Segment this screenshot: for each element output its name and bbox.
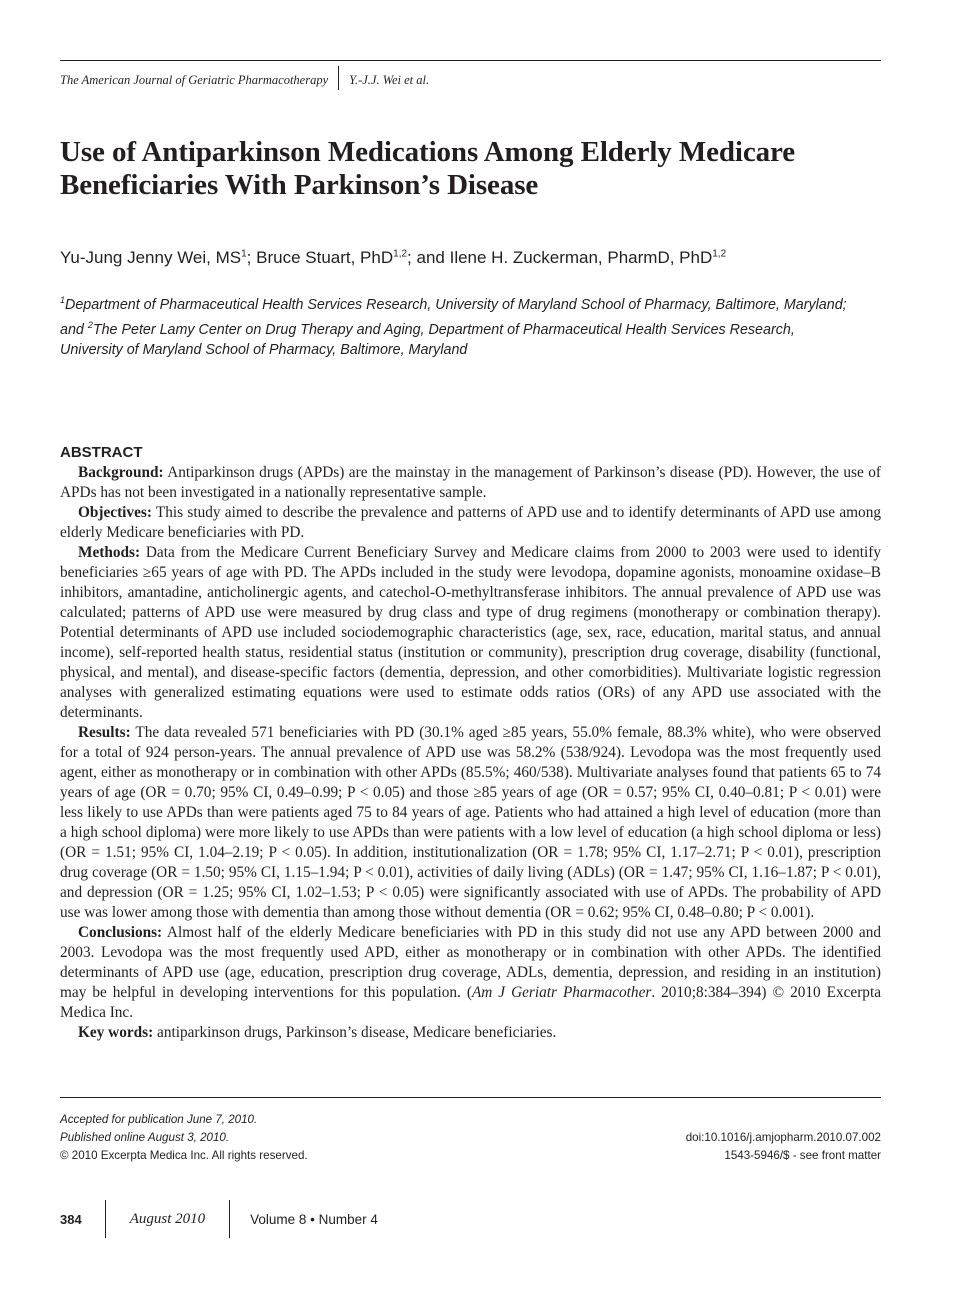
- section-label: Background:: [78, 464, 164, 481]
- page-footer: [60, 1200, 378, 1238]
- abstract-keywords: [60, 1023, 881, 1043]
- doi-block: [686, 1129, 881, 1165]
- top-rule: [60, 60, 881, 61]
- running-head-journal: The American Journal of Geriatric Pharmacotherapy: [60, 72, 329, 87]
- author-name: Bruce Stuart, PhD: [256, 248, 394, 267]
- abstract-heading: ABSTRACT: [60, 444, 143, 461]
- abstract-body: [60, 463, 881, 1043]
- affiliations: [60, 290, 860, 360]
- section-text: Almost half of the elderly Medicare beneficiaries with PD in this study did not use any APD between 2000 and 2003. Levodopa was the most frequently used APD, either as monotherapy or in combination with other APDs. The identified determinants of APD use (age, education, prescription drug coverage, ADLs, dementia, depression, and residing in an institution) may be helpful in developing interventions for this population. (: [60, 924, 881, 1001]
- section-text: This study aimed to describe the prevalence and patterns of APD use and to identify determinants of APD use among elderly Medicare beneficiaries with PD.: [60, 504, 881, 541]
- section-label: Methods:: [78, 544, 141, 561]
- section-text: Antiparkinson drugs (APDs) are the mainstay in the management of Parkinson’s disease (PD). However, the use of APDs has not been investigated in a nationally representative sample.: [60, 464, 881, 501]
- issue-date: August 2010: [129, 1210, 206, 1227]
- section-text: The data revealed 571 beneficiaries with PD (30.1% aged ≥85 years, 55.0% female, 88.3% white), who were observed for a total of 924 person-years. The annual prevalence of APD use was 58.2% (538/924). Levodopa was the most frequently used agent, either as monotherapy or in combination with other APDs (85.5%; 460/538). Multivariate analyses found that patients 65 to 74 years of age (OR = 0.70; 95% CI, 0.49–0.99; P < 0.05) and those ≥85 years of age (OR = 0.57; 95% CI, 0.40–0.81; P < 0.01) were less likely to use APDs than were patients aged 75 to 84 years of age. Patients who had attained a high level of education (more than a high school diploma) were more likely to use APDs than were patients with a low level of education (a high school diploma or less) (OR = 1.51; 95% CI, 1.04–2.19; P < 0.05). In addition, institutionalization (OR = 1.78; 95% CI, 1.17–2.71; P < 0.01), prescription drug coverage (OR = 1.50; 95% CI, 1.15–1.94; P < 0.01), activities of daily living (ADLs) (OR = 1.47; 95% CI, 1.16–1.87; P < 0.01), and depression (OR = 1.25; 95% CI, 1.02–1.53; P < 0.05) were significantly associated with use of APDs. The probability of APD use was lower among those with dementia than among those without dementia (OR = 0.62; 95% CI, 0.48–0.80; P < 0.001).: [60, 724, 881, 921]
- section-label: Key words:: [78, 1024, 154, 1041]
- affiliation-text: Department of Pharmaceutical Health Services Research, University of Maryland School of Pharmacy, Baltimore, Maryland; and: [60, 296, 847, 338]
- article-title: Use of Antiparkinson Medications Among Elderly Medicare Beneficiaries With Parkinson’s Disease: [60, 136, 796, 201]
- volume-number: Volume 8 • Number 4: [250, 1211, 378, 1227]
- author-name: Yu-Jung Jenny Wei, MS: [60, 248, 242, 267]
- published-date: Published online August 3, 2010.: [60, 1131, 230, 1144]
- affiliation-mark: 2: [87, 319, 93, 330]
- doi-link[interactable]: doi:10.1016/j.amjopharm.2010.07.002: [685, 1131, 881, 1144]
- copyright-notice: © 2010 Excerpta Medica Inc. All rights reserved.: [60, 1149, 308, 1162]
- page-number: 384: [60, 1211, 82, 1227]
- abstract-conclusions: [60, 923, 881, 1023]
- running-head: [60, 72, 429, 90]
- publication-info: [60, 1111, 308, 1165]
- abstract-methods: [60, 543, 881, 723]
- affiliation-mark: 1: [60, 295, 66, 305]
- affiliation-text: The Peter Lamy Center on Drug Therapy and Aging, Department of Pharmaceutical Health Services Research, University of Maryland School of Pharmacy, Baltimore, Maryland: [60, 321, 795, 358]
- citation-rest: . 2010;8:384–394) © 2010 Excerpta Medica Inc.: [60, 984, 881, 1021]
- abstract-objectives: [60, 503, 881, 543]
- running-head-authors: Y.-J.J. Wei et al.: [349, 72, 430, 87]
- author-affiliation-mark: 1,2: [712, 248, 727, 260]
- section-label: Objectives:: [78, 504, 152, 521]
- author-list: [60, 248, 880, 268]
- section-text: antiparkinson drugs, Parkinson’s disease, Medicare beneficiaries.: [153, 1024, 557, 1041]
- author-separator: ; and: [407, 248, 450, 267]
- abstract-background: [60, 463, 881, 503]
- section-text: Data from the Medicare Current Beneficiary Survey and Medicare claims from 2000 to 2003 were used to identify beneficiaries ≥65 years of age with PD. The APDs included in the study were levodopa, dopamine agonists, monoamine oxidase–B inhibitors, amantadine, anticholinergic agents, and catechol-O-methyltransferase inhibitors. The annual prevalence of APD use was calculated; patterns of APD use were measured by drug class and type of drug regimens (monotherapy or combination therapy). Potential determinants of APD use included sociodemographic characteristics (age, sex, race, education, marital status, and annual income), self-reported health status, residential status (institution or community), prescription drug coverage, disability (functional, physical, and mental), and disease-specific factors (dementia, depression, and other comorbidities). Multivariate logistic regression analyses with generalized estimating equations were used to estimate odds ratios (ORs) of any APD use associated with the determinants.: [60, 544, 881, 721]
- author-name: Ilene H. Zuckerman, PharmD, PhD: [449, 248, 713, 267]
- issn: 1543-5946/$ - see front matter: [724, 1149, 881, 1162]
- author-separator: ;: [246, 248, 257, 267]
- section-label: Conclusions:: [78, 924, 163, 941]
- section-label: Results:: [78, 724, 131, 741]
- bottom-rule: [60, 1097, 881, 1098]
- abstract-results: [60, 723, 881, 923]
- author-affiliation-mark: 1: [241, 248, 247, 260]
- author-affiliation-mark: 1,2: [393, 248, 408, 260]
- citation-journal: Am J Geriatr Pharmacother: [471, 984, 652, 1001]
- accepted-date: Accepted for publication June 7, 2010.: [60, 1113, 258, 1126]
